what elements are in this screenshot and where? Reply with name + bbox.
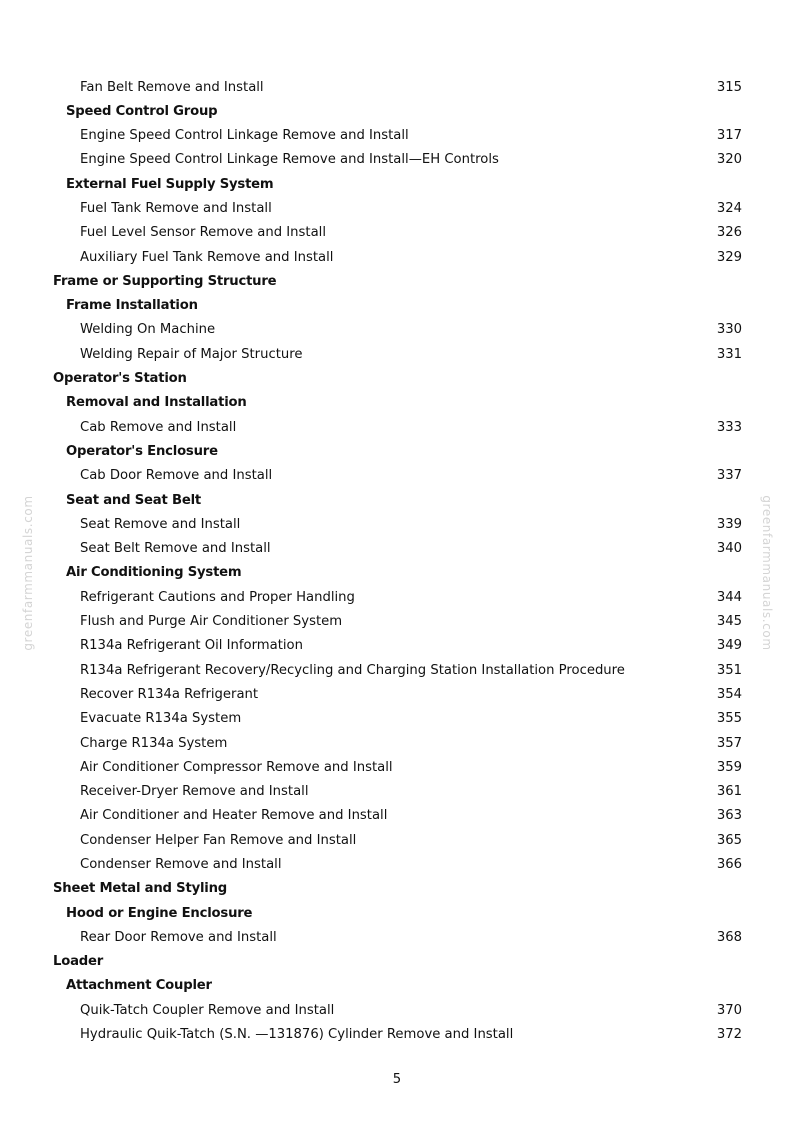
toc-entry[interactable] <box>0 804 794 828</box>
toc-entry[interactable] <box>0 707 794 731</box>
toc-entry[interactable] <box>0 999 794 1023</box>
toc-entry[interactable] <box>0 659 794 683</box>
toc-entry-title: Condenser Remove and Install <box>80 857 282 872</box>
toc-entry-title: Hydraulic Quik-Tatch (S.N. —131876) Cylinder Remove and Install <box>80 1027 514 1043</box>
toc-entry-title: Engine Speed Control Linkage Remove and Install <box>80 128 409 144</box>
toc-entry-title: Quik-Tatch Coupler Remove and Install <box>80 1002 335 1018</box>
toc-subsection <box>0 974 794 998</box>
toc-entry[interactable] <box>0 464 794 488</box>
toc-section-title: Operator's Station <box>53 371 187 387</box>
toc-page-number: 340 <box>716 541 742 557</box>
toc-subsection-title: Operator's Enclosure <box>66 443 218 459</box>
toc-entry-title: R134a Refrigerant Recovery/Recycling and Charging Station Installation Procedure <box>80 662 625 678</box>
toc-entry-title: Auxiliary Fuel Tank Remove and Install <box>80 249 334 265</box>
toc-page-number: 368 <box>716 929 742 945</box>
toc-entry[interactable] <box>0 318 794 342</box>
toc-subsection <box>0 902 794 926</box>
toc-page-number: 363 <box>716 808 742 824</box>
toc-page-number: 333 <box>716 419 742 435</box>
toc-page-number: 315 <box>716 79 742 95</box>
toc-entry-title: Cab Door Remove and Install <box>80 468 273 484</box>
toc-page-number: 339 <box>716 516 742 532</box>
toc-page-number: 355 <box>716 711 742 727</box>
watermark-left: greenfarmmanuals.com <box>21 495 35 651</box>
toc-page-number: 349 <box>716 638 742 654</box>
toc-page-number: 372 <box>716 1027 742 1043</box>
toc-entry[interactable] <box>0 829 794 853</box>
toc-subsection <box>0 440 794 464</box>
toc-entry[interactable] <box>0 610 794 634</box>
toc-section-title: Sheet Metal and Styling <box>53 881 228 897</box>
toc-entry[interactable] <box>0 124 794 148</box>
toc-page-number: 351 <box>716 662 742 678</box>
toc-entry[interactable] <box>0 148 794 172</box>
toc-entry[interactable] <box>0 756 794 780</box>
toc-subsection <box>0 173 794 197</box>
toc-entry-title: Rear Door Remove and Install <box>80 929 277 945</box>
toc-page-number: 330 <box>716 322 742 338</box>
toc-page-number: 361 <box>716 784 742 800</box>
toc-page-number: 370 <box>716 1002 742 1018</box>
toc-entry[interactable] <box>0 246 794 270</box>
toc-entry-title: Recover R134a Refrigerant <box>80 686 259 702</box>
toc-section <box>0 950 794 974</box>
toc-entry-title: Fuel Level Sensor Remove and Install <box>80 225 326 241</box>
toc-entry-title: Seat Belt Remove and Install <box>80 541 271 557</box>
toc-subsection-title: Hood or Engine Enclosure <box>66 905 253 921</box>
toc-section <box>0 877 794 901</box>
toc-section <box>0 270 794 294</box>
toc-page-number: 366 <box>716 857 742 872</box>
toc-entry-title: Engine Speed Control Linkage Remove and Install—EH Controls <box>80 152 499 168</box>
table-of-contents <box>0 76 794 1048</box>
watermark-right: greenfarmmanuals.com <box>760 495 774 651</box>
toc-page-number: 324 <box>716 200 742 216</box>
toc-entry[interactable] <box>0 926 794 950</box>
toc-entry-title: Evacuate R134a System <box>80 711 242 727</box>
toc-entry-title: Air Conditioner and Heater Remove and Install <box>80 808 388 824</box>
toc-entry[interactable] <box>0 732 794 756</box>
toc-entry-title: Receiver-Dryer Remove and Install <box>80 784 309 800</box>
toc-subsection <box>0 391 794 415</box>
toc-subsection <box>0 100 794 124</box>
toc-page-number: 359 <box>716 759 742 775</box>
toc-entry-title: Fuel Tank Remove and Install <box>80 200 272 216</box>
toc-page-number: 320 <box>716 152 742 168</box>
toc-entry[interactable] <box>0 513 794 537</box>
page-number: 5 <box>392 1072 402 1087</box>
toc-entry[interactable] <box>0 683 794 707</box>
toc-entry[interactable] <box>0 634 794 658</box>
toc-page-number: 337 <box>716 468 742 484</box>
toc-page-number: 326 <box>716 225 742 241</box>
toc-subsection-title: Attachment Coupler <box>66 978 212 994</box>
toc-entry-title: R134a Refrigerant Oil Information <box>80 638 303 654</box>
toc-subsection-title: External Fuel Supply System <box>66 176 274 192</box>
toc-entry[interactable] <box>0 1023 794 1047</box>
toc-entry-title: Flush and Purge Air Conditioner System <box>80 614 343 630</box>
toc-entry[interactable] <box>0 76 794 100</box>
toc-entry[interactable] <box>0 416 794 440</box>
toc-section-title: Frame or Supporting Structure <box>53 273 277 289</box>
toc-subsection-title: Removal and Installation <box>66 395 247 411</box>
toc-page-number: 365 <box>716 832 742 848</box>
toc-subsection <box>0 294 794 318</box>
toc-entry-title: Fan Belt Remove and Install <box>80 79 264 95</box>
toc-page-number: 357 <box>716 735 742 751</box>
toc-subsection <box>0 561 794 585</box>
toc-section-title: Loader <box>53 954 104 970</box>
toc-page-number: 317 <box>716 128 742 144</box>
toc-subsection-title: Seat and Seat Belt <box>66 492 202 508</box>
toc-entry-title: Charge R134a System <box>80 735 228 751</box>
toc-entry-title: Refrigerant Cautions and Proper Handling <box>80 589 355 605</box>
toc-entry[interactable] <box>0 343 794 367</box>
toc-entry[interactable] <box>0 780 794 804</box>
toc-page-number: 345 <box>716 614 742 630</box>
toc-page-number: 331 <box>716 346 742 362</box>
toc-subsection <box>0 489 794 513</box>
toc-entry-title: Welding Repair of Major Structure <box>80 346 303 362</box>
toc-entry[interactable] <box>0 221 794 245</box>
toc-page-number: 344 <box>716 589 742 605</box>
toc-page-number: 354 <box>716 686 742 702</box>
toc-entry-title: Cab Remove and Install <box>80 419 237 435</box>
toc-entry-title: Air Conditioner Compressor Remove and Install <box>80 759 393 775</box>
toc-entry[interactable] <box>0 586 794 610</box>
toc-page-number: 329 <box>716 249 742 265</box>
toc-subsection-title: Air Conditioning System <box>66 565 242 581</box>
toc-entry[interactable] <box>0 853 794 877</box>
toc-entry-title: Seat Remove and Install <box>80 516 241 532</box>
toc-subsection-title: Speed Control Group <box>66 103 218 119</box>
toc-entry[interactable] <box>0 197 794 221</box>
toc-entry-title: Condenser Helper Fan Remove and Install <box>80 832 357 848</box>
toc-subsection-title: Frame Installation <box>66 298 198 314</box>
toc-section <box>0 367 794 391</box>
toc-entry[interactable] <box>0 537 794 561</box>
toc-entry-title: Welding On Machine <box>80 322 216 338</box>
